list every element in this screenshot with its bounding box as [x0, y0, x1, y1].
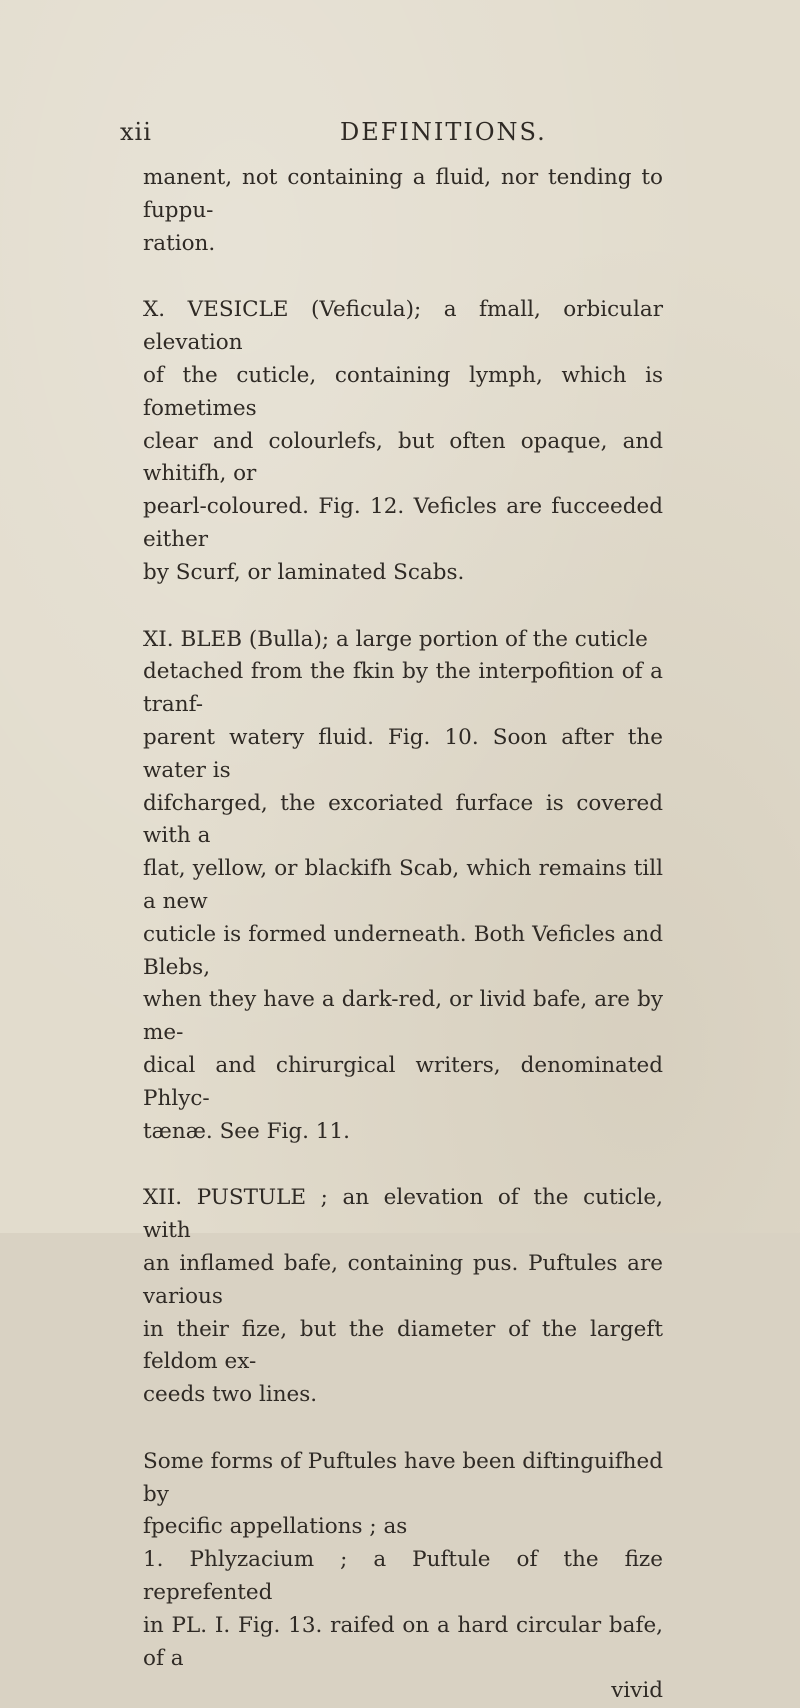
- text-line: when they have a dark-red, or livid bafe, are by me-: [143, 987, 663, 1046]
- text-line: XI. BLEB (Bulla); a large portion of the cuticle: [143, 626, 648, 652]
- catchword-row: [143, 1675, 663, 1708]
- text-line: manent, not containing a fluid, nor tending to fuppu-: [143, 165, 663, 223]
- catchword: vivid: [611, 1678, 663, 1704]
- paragraph-continuation: [143, 162, 663, 260]
- text-line: X. VESICLE (Veficula); a fmall, orbicular elevation: [143, 297, 663, 356]
- text-line: parent watery fluid. Fig. 10. Soon after the water is: [143, 724, 663, 783]
- text-line: ration.: [143, 230, 216, 256]
- text-line: fpecific appellations ; as: [143, 1514, 408, 1540]
- paragraph-pustule-forms: [143, 1446, 663, 1676]
- text-line: difcharged, the excoriated furface is covered with a: [143, 790, 663, 849]
- text-line: flat, yellow, or blackifh Scab, which remains till a new: [143, 856, 663, 914]
- body-text: [143, 162, 663, 1708]
- paragraph-pustule: [143, 1182, 663, 1412]
- text-line: by Scurf, or laminated Scabs.: [143, 559, 465, 585]
- text-line: in their fize, but the diameter of the largeft feldom ex-: [143, 1316, 663, 1375]
- page-header: [0, 118, 800, 158]
- text-line: Some forms of Puftules have been diftinguifhed by: [143, 1448, 664, 1507]
- running-title: DEFINITIONS.: [340, 118, 547, 146]
- text-line: of the cuticle, containing lymph, which is fometimes: [143, 362, 663, 421]
- text-line: detached from the fkin by the interpofition of a tranf-: [143, 659, 663, 718]
- page-number: xii: [120, 118, 152, 146]
- paragraph-vesicle: [143, 294, 663, 589]
- text-line: an inflamed bafe, containing pus. Puftules are various: [143, 1250, 663, 1309]
- text-line: clear and colourlefs, but often opaque, and whitifh, or: [143, 428, 663, 487]
- paragraph-bleb: [143, 624, 663, 1149]
- text-line: cuticle is formed underneath. Both Veficles and Blebs,: [143, 921, 663, 980]
- text-line: tænæ. See Fig. 11.: [143, 1118, 351, 1144]
- text-line: 1. Phlyzacium ; a Puftule of the fize reprefented: [143, 1547, 663, 1606]
- text-line: pearl-coloured. Fig. 12. Veficles are fucceeded either: [143, 494, 663, 552]
- text-line: dical and chirurgical writers, denominated Phlyc-: [143, 1052, 663, 1111]
- text-line: XII. PUSTULE ; an elevation of the cuticle, with: [143, 1185, 663, 1244]
- text-line: ceeds two lines.: [143, 1382, 318, 1408]
- text-line: in PL. I. Fig. 13. raifed on a hard circular bafe, of a: [143, 1612, 663, 1671]
